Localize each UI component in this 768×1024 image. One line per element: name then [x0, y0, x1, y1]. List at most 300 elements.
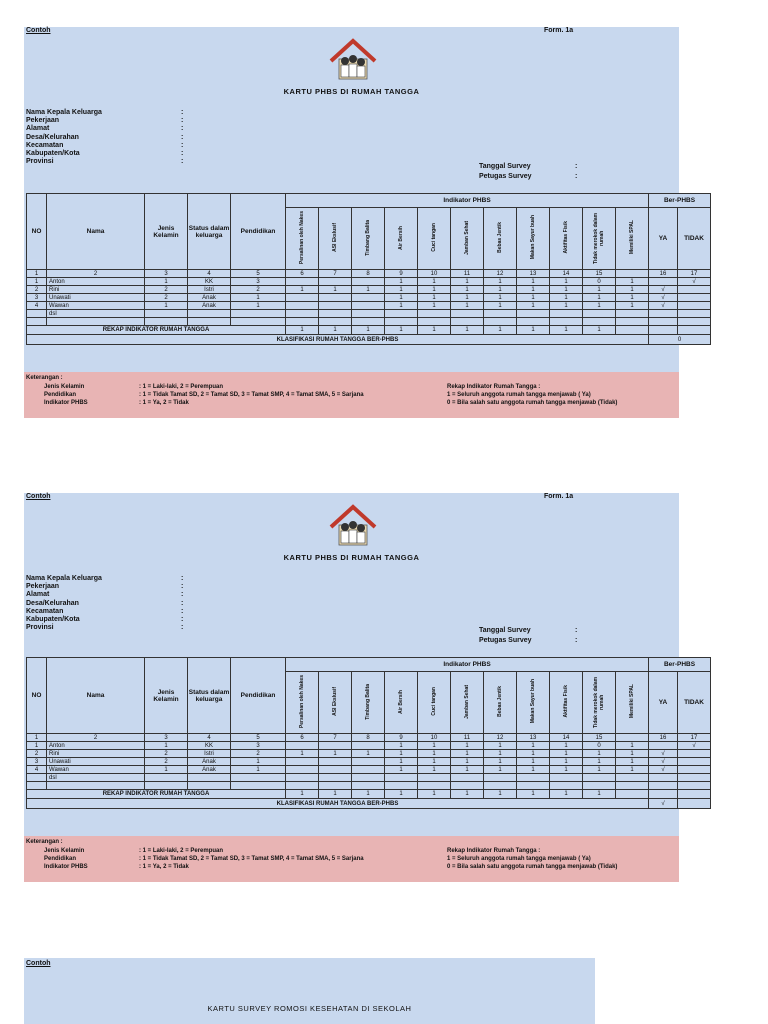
table-cell: 1 — [550, 302, 583, 310]
indikator-label: Timbang Balita — [365, 683, 371, 720]
table-cell: 1 — [484, 750, 517, 758]
phbs-table — [26, 657, 711, 809]
table-cell: Rini — [47, 286, 145, 294]
table-cell — [550, 318, 583, 326]
table-cell — [188, 318, 231, 326]
table-cell: 1 — [385, 286, 418, 294]
indikator-label: ASI Ekslusif — [332, 687, 338, 716]
table-cell — [352, 294, 385, 302]
table-cell — [352, 766, 385, 774]
table-cell: 1 — [550, 294, 583, 302]
table-cell: 1 — [418, 766, 451, 774]
rekap-value: 1 — [319, 326, 352, 335]
table-cell: √ — [678, 742, 711, 750]
table-cell: 1 — [616, 758, 649, 766]
table-cell: √ — [678, 278, 711, 286]
table-cell — [550, 774, 583, 782]
indikator-label: Cuci tangan — [431, 223, 437, 252]
table-cell: 1 — [484, 758, 517, 766]
table-row — [27, 286, 711, 294]
indikator-label: Timbang Balita — [365, 219, 371, 256]
table-cell — [385, 782, 418, 790]
form-title: KARTU PHBS DI RUMAH TANGGA — [283, 87, 420, 96]
ber-phbs-header: Ber-PHBS — [649, 658, 711, 672]
table-cell: 4 — [27, 766, 47, 774]
table-cell: Rini — [47, 750, 145, 758]
table-cell: √ — [649, 758, 678, 766]
field-row: Alamat : — [26, 125, 184, 133]
table-cell: Anak — [188, 758, 231, 766]
phbs-table-host — [24, 657, 704, 833]
table-cell — [418, 318, 451, 326]
klasifikasi-label: KLASIFIKASI RUMAH TANGGA BER-PHBS — [27, 799, 649, 809]
rekap-value: 1 — [286, 326, 319, 335]
indikator-header: Indikator PHBS — [286, 194, 649, 208]
indikator-col-header — [616, 208, 649, 270]
table-cell: 1 — [616, 302, 649, 310]
rekap-value — [616, 326, 649, 335]
field-row: Desa/Kelurahan : — [26, 599, 184, 607]
keterangan-box — [24, 836, 679, 882]
rekap-value: 1 — [418, 326, 451, 335]
indikator-label: Air Bersih — [398, 689, 404, 714]
table-cell: 2 — [145, 286, 188, 294]
table-cell — [517, 310, 550, 318]
table-cell: Anak — [188, 302, 231, 310]
table-cell: 1 — [385, 278, 418, 286]
table-cell: 1 — [451, 278, 484, 286]
table-cell — [286, 318, 319, 326]
form-card-1 — [24, 27, 704, 372]
klasifikasi-label: KLASIFIKASI RUMAH TANGGA BER-PHBS — [27, 335, 649, 345]
col-status-header: Status dalam keluarga — [188, 194, 231, 270]
phbs-table — [26, 193, 711, 345]
table-cell — [649, 742, 678, 750]
table-cell — [319, 294, 352, 302]
table-cell — [451, 782, 484, 790]
table-cell — [583, 318, 616, 326]
table-cell: 1 — [451, 758, 484, 766]
table-cell — [319, 774, 352, 782]
table-cell — [286, 294, 319, 302]
indikator-label: Memiliki SPAL — [629, 684, 635, 719]
table-cell: 1 — [550, 750, 583, 758]
table-cell — [47, 782, 145, 790]
rekap-legend: Rekap Indikator Rumah Tangga : 1 = Seluruh anggota rumah tangga menjawab ( Ya) 0 = Bila salah satu anggota rumah tangga menjawab (Tidak) — [447, 848, 618, 870]
table-cell: 1 — [517, 278, 550, 286]
table-cell: 2 — [27, 286, 47, 294]
indikator-label: Air Bersih — [398, 225, 404, 250]
col-number-cell: 6 — [286, 734, 319, 742]
table-cell — [27, 774, 47, 782]
survey-info — [479, 626, 577, 645]
table-cell — [352, 742, 385, 750]
table-cell: √ — [649, 294, 678, 302]
col-number-cell: 17 — [678, 734, 711, 742]
indikator-col-header — [550, 208, 583, 270]
indikator-col-header — [451, 672, 484, 734]
col-number-cell: 7 — [319, 270, 352, 278]
table-cell: Istri — [188, 750, 231, 758]
indikator-col-header — [319, 208, 352, 270]
table-cell — [319, 310, 352, 318]
indikator-label: Persalinan oleh Nakes — [299, 674, 305, 729]
keterangan-label: Keterangan : — [26, 839, 63, 845]
table-cell: dsl — [47, 310, 145, 318]
table-cell: 1 — [418, 302, 451, 310]
rekap-label: REKAP INDIKATOR RUMAH TANGGA — [27, 326, 286, 335]
table-cell — [678, 750, 711, 758]
table-row — [27, 758, 711, 766]
col-number-cell: 16 — [649, 270, 678, 278]
table-cell: 1 — [385, 766, 418, 774]
table-cell: 1 — [583, 758, 616, 766]
table-cell — [286, 766, 319, 774]
field-row: Nama Kepala Keluarga : — [26, 109, 184, 116]
table-cell — [286, 278, 319, 286]
table-cell: 1 — [231, 302, 286, 310]
col-number-cell: 13 — [517, 734, 550, 742]
col-number-cell: 8 — [352, 270, 385, 278]
col-tidak-header: TIDAK — [678, 208, 711, 270]
table-cell — [583, 310, 616, 318]
table-row — [27, 302, 711, 310]
col-number-cell: 1 — [27, 734, 47, 742]
col-number-cell — [616, 734, 649, 742]
table-cell: 0 — [583, 742, 616, 750]
table-cell — [484, 310, 517, 318]
col-number-cell: 9 — [385, 734, 418, 742]
table-cell — [231, 318, 286, 326]
household-info — [26, 109, 183, 166]
table-cell: 1 — [484, 742, 517, 750]
table-cell: Wawan — [47, 766, 145, 774]
rekap-value: 1 — [352, 326, 385, 335]
table-cell — [418, 782, 451, 790]
table-cell — [352, 318, 385, 326]
table-cell — [231, 310, 286, 318]
table-cell: √ — [649, 302, 678, 310]
col-number-cell: 11 — [451, 734, 484, 742]
table-cell: 1 — [484, 302, 517, 310]
rekap-value — [616, 790, 649, 799]
table-cell — [583, 774, 616, 782]
indikator-col-header — [418, 208, 451, 270]
indikator-col-header — [550, 672, 583, 734]
table-cell: 2 — [27, 750, 47, 758]
rekap-value: 1 — [385, 790, 418, 799]
table-cell — [188, 782, 231, 790]
table-cell — [145, 318, 188, 326]
table-cell — [27, 782, 47, 790]
contoh-label: Contoh — [26, 27, 51, 34]
table-cell: 2 — [145, 750, 188, 758]
form-header — [24, 493, 679, 659]
table-cell — [319, 302, 352, 310]
rekap-legend: Rekap Indikator Rumah Tangga : 1 = Seluruh anggota rumah tangga menjawab ( Ya) 0 = Bila salah satu anggota rumah tangga menjawab (Tidak) — [447, 384, 618, 406]
table-cell: dsl — [47, 774, 145, 782]
col-number-cell: 15 — [583, 734, 616, 742]
table-cell — [517, 774, 550, 782]
col-number-cell: 11 — [451, 270, 484, 278]
col-number-cell: 2 — [47, 270, 145, 278]
table-cell: 1 — [145, 302, 188, 310]
indikator-label: Aktifitas Fisik — [563, 685, 569, 718]
col-number-cell: 15 — [583, 270, 616, 278]
table-cell — [286, 742, 319, 750]
table-cell — [319, 766, 352, 774]
table-cell: 1 — [451, 294, 484, 302]
table-cell — [286, 782, 319, 790]
table-cell — [678, 302, 711, 310]
table-cell: 1 — [616, 750, 649, 758]
indikator-label: Bebas Jentik — [497, 222, 503, 253]
table-cell: KK — [188, 742, 231, 750]
table-cell — [678, 318, 711, 326]
col-ya-header: YA — [649, 672, 678, 734]
table-cell — [319, 278, 352, 286]
rekap-value: 1 — [484, 326, 517, 335]
table-cell — [27, 318, 47, 326]
col-no-header: NO — [27, 194, 47, 270]
table-cell — [583, 782, 616, 790]
table-cell — [319, 758, 352, 766]
table-cell — [352, 774, 385, 782]
table-cell — [616, 774, 649, 782]
table-cell: 1 — [385, 758, 418, 766]
table-cell — [678, 294, 711, 302]
table-cell: 1 — [451, 750, 484, 758]
indikator-col-header — [517, 672, 550, 734]
col-status-header: Status dalam keluarga — [188, 658, 231, 734]
col-number-cell: 3 — [145, 270, 188, 278]
table-cell: 1 — [484, 766, 517, 774]
household-info — [26, 575, 183, 632]
table-cell — [616, 318, 649, 326]
table-cell: 3 — [27, 758, 47, 766]
col-number-cell: 10 — [418, 734, 451, 742]
col-number-cell: 14 — [550, 734, 583, 742]
col-number-cell: 16 — [649, 734, 678, 742]
col-jenis-kelamin-header: Jenis Kelamin — [145, 658, 188, 734]
table-cell — [188, 310, 231, 318]
table-row — [27, 278, 711, 286]
table-cell — [352, 758, 385, 766]
table-cell — [385, 310, 418, 318]
house-family-logo-icon — [327, 503, 379, 549]
table-cell: 1 — [286, 286, 319, 294]
table-cell: 3 — [231, 742, 286, 750]
table-cell — [352, 278, 385, 286]
table-cell — [385, 318, 418, 326]
table-cell — [484, 782, 517, 790]
table-cell: 1 — [145, 766, 188, 774]
table-cell — [616, 782, 649, 790]
table-cell — [352, 782, 385, 790]
table-cell — [385, 774, 418, 782]
indikator-label: Makan Sayur buah — [530, 215, 536, 260]
table-row — [27, 782, 711, 790]
table-row — [27, 310, 711, 318]
table-cell — [649, 278, 678, 286]
field-row: Nama Kepala Keluarga : — [26, 575, 184, 582]
col-pendidikan-header: Pendidikan — [231, 658, 286, 734]
table-cell: Anton — [47, 278, 145, 286]
table-cell — [550, 310, 583, 318]
field-row: Desa/Kelurahan : — [26, 133, 184, 141]
rekap-value: 1 — [385, 326, 418, 335]
table-cell: 2 — [145, 294, 188, 302]
table-cell — [517, 782, 550, 790]
col-number-cell: 5 — [231, 270, 286, 278]
col-number-cell: 14 — [550, 270, 583, 278]
table-cell: Unawati — [47, 758, 145, 766]
table-row — [27, 774, 711, 782]
rekap-value: 1 — [418, 790, 451, 799]
col-number-cell: 17 — [678, 270, 711, 278]
table-cell: 2 — [231, 286, 286, 294]
table-cell: √ — [649, 286, 678, 294]
table-cell — [649, 318, 678, 326]
indikator-label: Tidak merokok dalam rumah — [593, 211, 605, 264]
table-cell: 1 — [517, 750, 550, 758]
form-card-3 — [24, 958, 595, 1024]
table-cell: 1 — [418, 294, 451, 302]
indikator-label: Persalinan oleh Nakes — [299, 210, 305, 265]
table-cell: Anton — [47, 742, 145, 750]
keterangan-box — [24, 372, 679, 418]
table-row — [27, 294, 711, 302]
table-cell: 1 — [385, 302, 418, 310]
field-row: Provinsi : — [26, 624, 184, 632]
form-number: Form. 1a — [544, 493, 574, 500]
table-cell: 1 — [385, 294, 418, 302]
form-header — [24, 27, 679, 193]
indikator-col-header — [418, 672, 451, 734]
table-cell: 1 — [583, 302, 616, 310]
rekap-value: 1 — [550, 326, 583, 335]
table-cell — [517, 318, 550, 326]
table-cell — [286, 310, 319, 318]
table-cell: 1 — [583, 750, 616, 758]
table-cell: 3 — [27, 294, 47, 302]
table-cell — [47, 318, 145, 326]
table-cell: Wawan — [47, 302, 145, 310]
table-cell: 1 — [517, 766, 550, 774]
table-cell: 1 — [550, 742, 583, 750]
contoh-label: Contoh — [26, 960, 51, 967]
field-row: Pekerjaan : — [26, 117, 184, 125]
indikator-col-header — [352, 208, 385, 270]
table-cell: 1 — [145, 278, 188, 286]
rekap-ya — [649, 326, 678, 335]
table-cell: 1 — [451, 766, 484, 774]
rekap-tidak — [678, 790, 711, 799]
rekap-value: 1 — [451, 790, 484, 799]
indikator-col-header — [484, 208, 517, 270]
col-number-cell: 3 — [145, 734, 188, 742]
table-cell — [678, 310, 711, 318]
table-cell: 1 — [418, 742, 451, 750]
table-cell — [319, 318, 352, 326]
table-cell: 1 — [231, 294, 286, 302]
table-cell — [484, 318, 517, 326]
table-cell — [188, 774, 231, 782]
col-number-cell: 9 — [385, 270, 418, 278]
table-row — [27, 766, 711, 774]
table-cell — [319, 782, 352, 790]
table-cell: 1 — [517, 294, 550, 302]
table-cell — [451, 310, 484, 318]
indikator-col-header — [286, 208, 319, 270]
table-cell — [231, 782, 286, 790]
keterangan-label: Keterangan : — [26, 375, 63, 381]
table-cell: 1 — [550, 278, 583, 286]
indikator-label: Memiliki SPAL — [629, 220, 635, 255]
table-cell: 1 — [517, 302, 550, 310]
indikator-label: Makan Sayur buah — [530, 679, 536, 724]
table-cell: 1 — [583, 286, 616, 294]
table-cell — [649, 774, 678, 782]
form-title: KARTU PHBS DI RUMAH TANGGA — [283, 553, 420, 562]
klasifikasi-ya: √ — [649, 799, 678, 809]
indikator-label: Jamban Sehat — [464, 684, 470, 719]
table-cell: 1 — [484, 294, 517, 302]
table-cell: 2 — [231, 750, 286, 758]
form-title: KARTU SURVEY ROMOSI KESEHATAN DI SEKOLAH — [207, 1004, 412, 1013]
survey-info — [479, 162, 577, 181]
rekap-value: 1 — [517, 790, 550, 799]
phbs-table-host — [24, 193, 704, 367]
table-cell: 1 — [451, 742, 484, 750]
table-cell: 1 — [517, 742, 550, 750]
legend: Jenis Kelamin : 1 = Laki-laki, 2 = Perempuan Pendidikan : 1 = Tidak Tamat SD, 2 = Tamat SD, 3 = Tamat SMP, 4 = Tamat SMA, 5 = Sarjana Indikator PHBS : 1 = Ya, 2 = Tidak — [44, 384, 364, 406]
table-cell: 1 — [286, 750, 319, 758]
field-row: Tanggal Survey : — [479, 163, 578, 170]
house-family-logo-icon — [327, 37, 379, 83]
table-cell: 1 — [517, 286, 550, 294]
col-number-cell: 6 — [286, 270, 319, 278]
klasifikasi-tidak — [678, 799, 711, 809]
col-ya-header: YA — [649, 208, 678, 270]
table-cell: √ — [649, 766, 678, 774]
table-cell: Istri — [188, 286, 231, 294]
col-number-cell: 12 — [484, 270, 517, 278]
table-cell — [145, 782, 188, 790]
col-number-cell: 13 — [517, 270, 550, 278]
field-row: Pekerjaan : — [26, 583, 184, 591]
indikator-label: ASI Ekslusif — [332, 223, 338, 252]
table-cell: 1 — [616, 766, 649, 774]
col-nama-header: Nama — [47, 194, 145, 270]
col-pendidikan-header: Pendidikan — [231, 194, 286, 270]
col-nama-header: Nama — [47, 658, 145, 734]
form-number: Form. 1a — [544, 27, 574, 34]
table-cell — [678, 774, 711, 782]
table-cell: 1 — [616, 286, 649, 294]
indikator-col-header — [583, 208, 616, 270]
field-row: Tanggal Survey : — [479, 627, 578, 634]
rekap-value: 1 — [550, 790, 583, 799]
table-cell: 1 — [418, 750, 451, 758]
table-cell — [678, 766, 711, 774]
table-cell: 1 — [484, 278, 517, 286]
col-number-cell: 12 — [484, 734, 517, 742]
indikator-col-header — [385, 672, 418, 734]
col-number-cell: 1 — [27, 270, 47, 278]
table-cell: 1 — [616, 278, 649, 286]
table-cell — [649, 782, 678, 790]
